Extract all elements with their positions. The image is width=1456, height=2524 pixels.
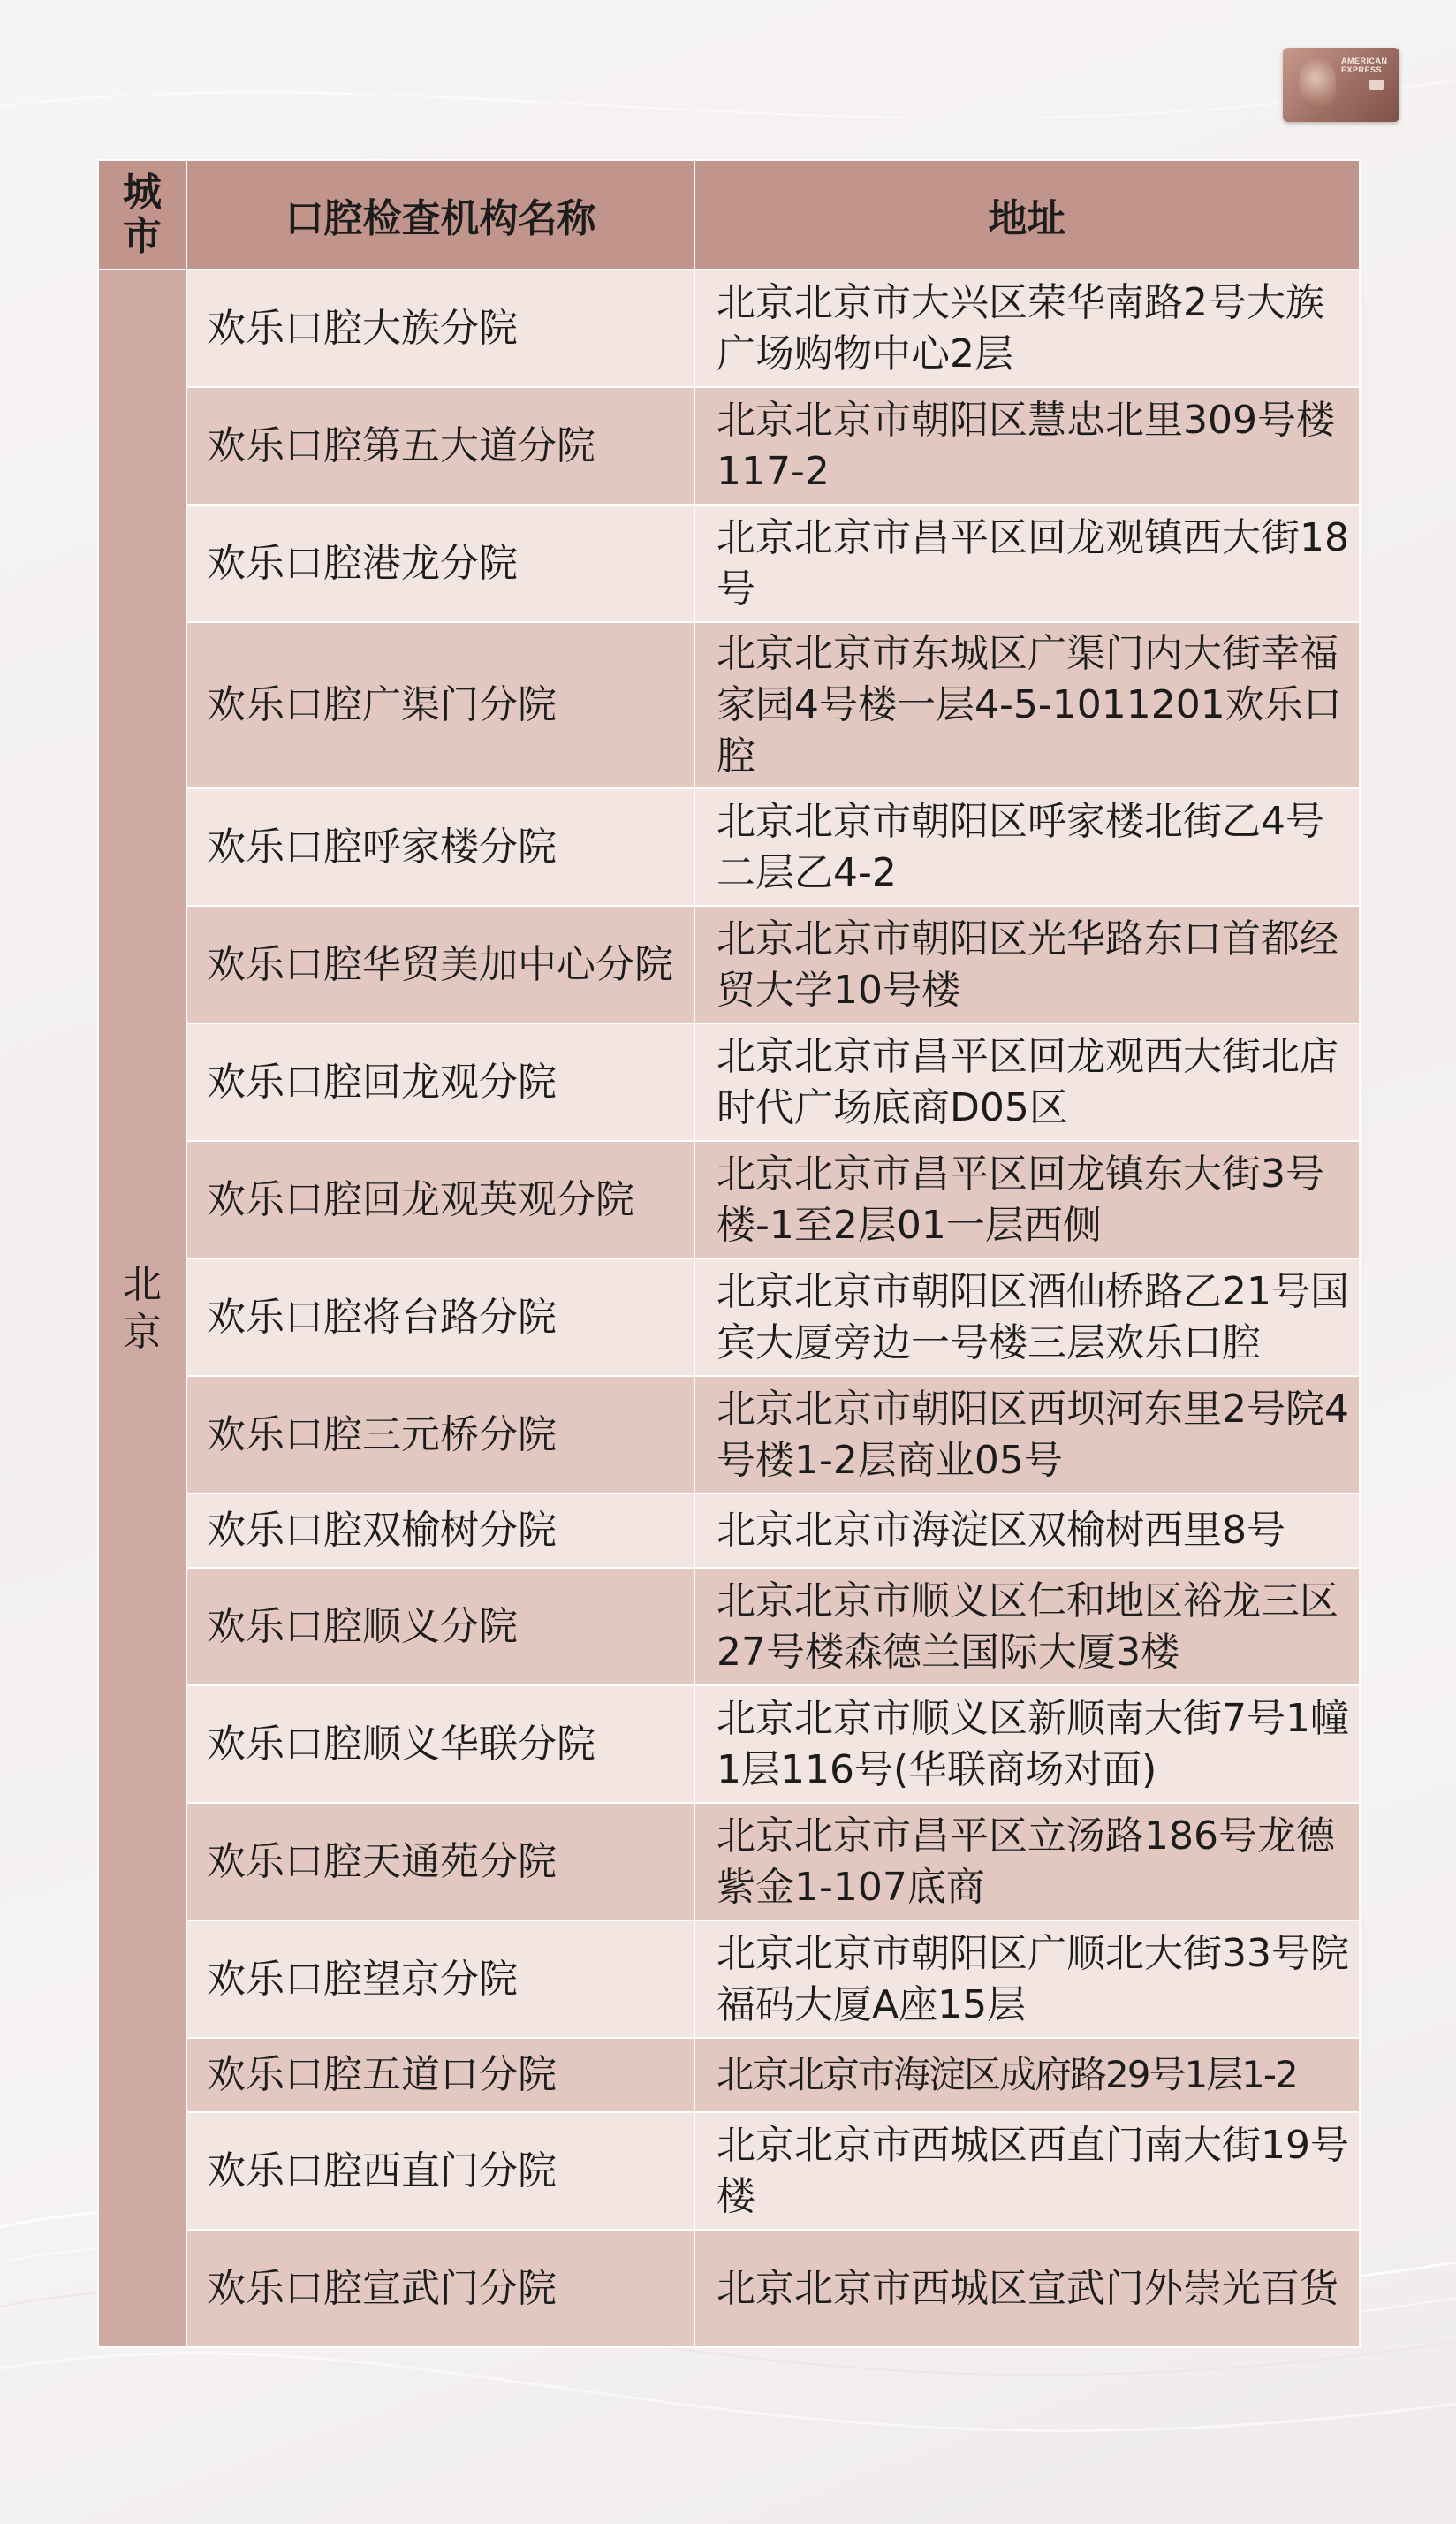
clinic-name: 欢乐口腔广渠门分院 xyxy=(186,622,694,788)
clinic-address: 北京北京市顺义区新顺南大街7号1幢1层116号(华联商场对面) xyxy=(694,1685,1360,1803)
clinic-name: 欢乐口腔西直门分院 xyxy=(186,2112,694,2230)
clinic-address: 北京北京市昌平区立汤路186号龙德紫金1-107底商 xyxy=(694,1803,1360,1920)
clinic-name: 欢乐口腔将台路分院 xyxy=(186,1258,694,1376)
table-row xyxy=(98,387,1360,505)
clinic-name: 欢乐口腔五道口分院 xyxy=(186,2038,694,2112)
city-cell: 北京 xyxy=(98,270,186,2347)
clinic-name: 欢乐口腔宣武门分院 xyxy=(186,2230,694,2347)
clinic-address: 北京北京市大兴区荣华南路2号大族广场购物中心2层 xyxy=(694,270,1360,387)
clinic-name: 欢乐口腔呼家楼分院 xyxy=(186,788,694,906)
clinic-name: 欢乐口腔三元桥分院 xyxy=(186,1376,694,1494)
table-row xyxy=(98,2230,1360,2347)
clinic-address: 北京北京市昌平区回龙观镇西大街18号 xyxy=(694,505,1360,622)
card-chip-icon xyxy=(1369,80,1384,90)
clinic-name: 欢乐口腔望京分院 xyxy=(186,1920,694,2038)
table-row xyxy=(98,1494,1360,1568)
clinic-address: 北京北京市西城区宣武门外崇光百货 xyxy=(694,2230,1360,2347)
centurion-portrait-icon xyxy=(1299,57,1336,110)
clinic-address: 北京北京市昌平区回龙观西大街北店时代广场底商D05区 xyxy=(694,1023,1360,1141)
clinic-name: 欢乐口腔第五大道分院 xyxy=(186,387,694,505)
table-row xyxy=(98,788,1360,906)
clinic-name: 欢乐口腔双榆树分院 xyxy=(186,1494,694,1568)
dental-clinic-table xyxy=(97,159,1361,2348)
clinic-address: 北京北京市朝阳区酒仙桥路乙21号国宾大厦旁边一号楼三层欢乐口腔 xyxy=(694,1258,1360,1376)
table-row xyxy=(98,1258,1360,1376)
clinic-name: 欢乐口腔回龙观分院 xyxy=(186,1023,694,1141)
clinic-address: 北京北京市朝阳区广顺北大街33号院福码大厦A座15层 xyxy=(694,1920,1360,2038)
table-row xyxy=(98,1023,1360,1141)
table-row xyxy=(98,2038,1360,2112)
table-row xyxy=(98,1568,1360,1685)
clinic-name: 欢乐口腔港龙分院 xyxy=(186,505,694,622)
clinic-address: 北京北京市海淀区成府路29号1层1-2 xyxy=(694,2038,1360,2112)
amex-card-logo xyxy=(1283,48,1399,122)
clinic-address: 北京北京市朝阳区西坝河东里2号院4号楼1-2层商业05号 xyxy=(694,1376,1360,1494)
clinic-name: 欢乐口腔华贸美加中心分院 xyxy=(186,906,694,1023)
table-row xyxy=(98,505,1360,622)
table-row xyxy=(98,1685,1360,1803)
clinic-name: 欢乐口腔顺义华联分院 xyxy=(186,1685,694,1803)
clinic-name: 欢乐口腔回龙观英观分院 xyxy=(186,1141,694,1258)
table-header-row xyxy=(98,160,1360,270)
clinic-name: 欢乐口腔大族分院 xyxy=(186,270,694,387)
table-row xyxy=(98,270,1360,387)
clinic-name: 欢乐口腔天通苑分院 xyxy=(186,1803,694,1920)
card-brand-text: AMERICAN EXPRESS xyxy=(1341,57,1388,74)
clinic-name: 欢乐口腔顺义分院 xyxy=(186,1568,694,1685)
clinic-address: 北京北京市顺义区仁和地区裕龙三区27号楼森德兰国际大厦3楼 xyxy=(694,1568,1360,1685)
table-row xyxy=(98,1920,1360,2038)
table-row xyxy=(98,2112,1360,2230)
header-city: 城市 xyxy=(98,160,186,270)
clinic-address: 北京北京市朝阳区慧忠北里309号楼117-2 xyxy=(694,387,1360,505)
table-row xyxy=(98,1141,1360,1258)
header-clinic-name: 口腔检查机构名称 xyxy=(186,160,694,270)
clinic-address: 北京北京市朝阳区光华路东口首都经贸大学10号楼 xyxy=(694,906,1360,1023)
clinic-address: 北京北京市东城区广渠门内大街幸福家园4号楼一层4-5-1011201欢乐口腔 xyxy=(694,622,1360,788)
table-row xyxy=(98,1376,1360,1494)
table-row xyxy=(98,1803,1360,1920)
clinic-address: 北京北京市西城区西直门南大街19号楼 xyxy=(694,2112,1360,2230)
table-row xyxy=(98,906,1360,1023)
clinic-address: 北京北京市朝阳区呼家楼北街乙4号二层乙4-2 xyxy=(694,788,1360,906)
clinic-address: 北京北京市海淀区双榆树西里8号 xyxy=(694,1494,1360,1568)
clinic-address: 北京北京市昌平区回龙镇东大街3号楼-1至2层01一层西侧 xyxy=(694,1141,1360,1258)
header-address: 地址 xyxy=(694,160,1360,270)
table-row xyxy=(98,622,1360,788)
